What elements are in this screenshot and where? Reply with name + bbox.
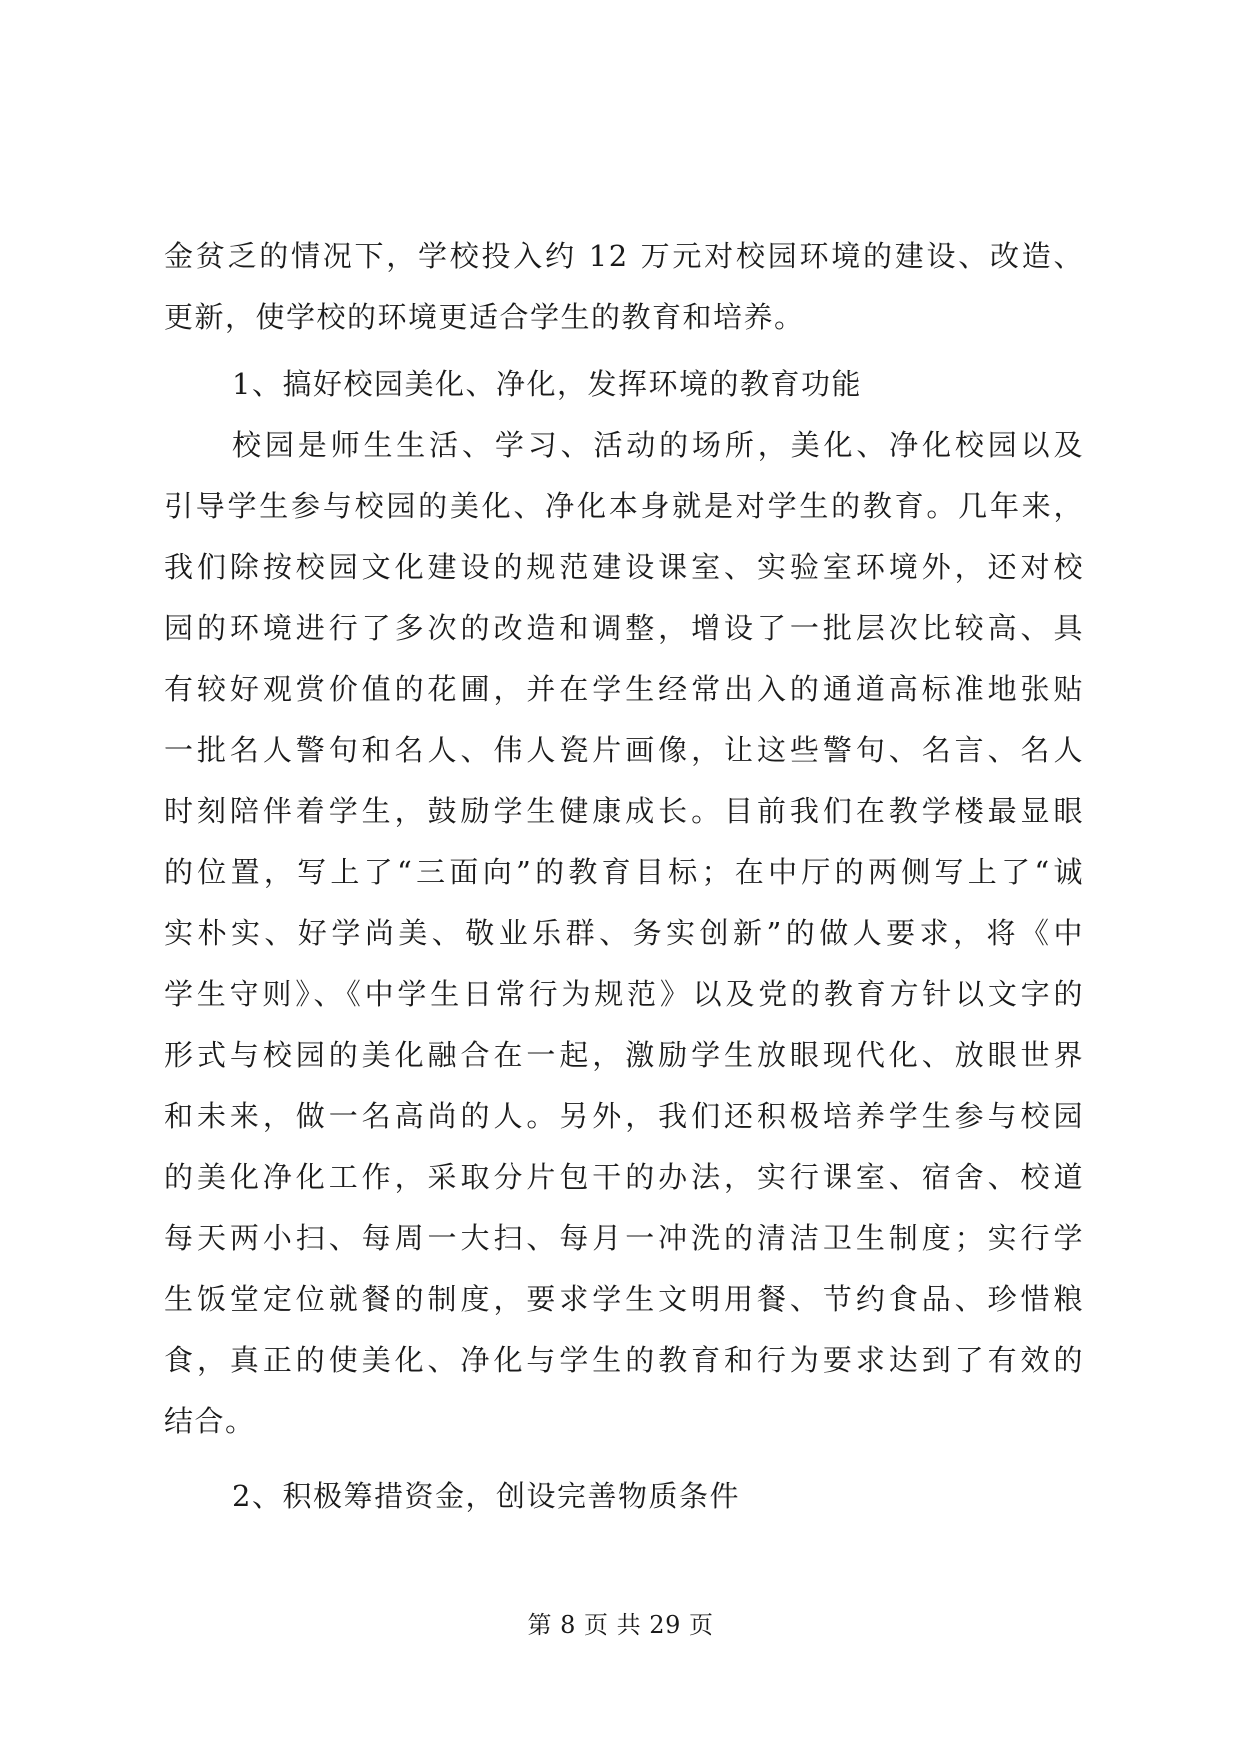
paragraph-line-5: 有较好观赏价值的花圃，并在学生经常出入的通道高标准地张贴: [164, 672, 1084, 706]
paragraph-line-15: 生饭堂定位就餐的制度，要求学生文明用餐、节约食品、珍惜粮: [164, 1282, 1084, 1316]
paragraph-line-7: 时刻陪伴着学生，鼓励学生健康成长。目前我们在教学楼最显眼: [164, 794, 1084, 828]
paragraph-line-4: 园的环境进行了多次的改造和调整，增设了一批层次比较高、具: [164, 611, 1084, 645]
paragraph-line-11: 形式与校园的美化融合在一起，激励学生放眼现代化、放眼世界: [164, 1038, 1084, 1072]
document-body: [164, 226, 1084, 1527]
paragraph-line-2: 引导学生参与校园的美化、净化本身就是对学生的教育。几年来，: [164, 489, 1084, 523]
paragraph-line-9: 实朴实、好学尚美、敬业乐群、务实创新”的做人要求，将《中: [164, 916, 1084, 950]
paragraph-line-16: 食，真正的使美化、净化与学生的教育和行为要求达到了有效的: [164, 1343, 1084, 1377]
section-heading-2: 2、积极筹措资金，创设完善物质条件: [232, 1479, 740, 1513]
paragraph-line-12: 和未来，做一名高尚的人。另外，我们还积极培养学生参与校园: [164, 1099, 1084, 1133]
intro-line-1: 金贫乏的情况下，学校投入约 12 万元对校园环境的建设、改造、: [164, 239, 1084, 273]
paragraph-line-3: 我们除按校园文化建设的规范建设课室、实验室环境外，还对校: [164, 550, 1084, 584]
paragraph-line-6: 一批名人警句和名人、伟人瓷片画像，让这些警句、名言、名人: [164, 733, 1084, 767]
paragraph-line-17: 结合。: [164, 1404, 256, 1438]
paragraph-line-13: 的美化净化工作，采取分片包干的办法，实行课室、宿舍、校道: [164, 1160, 1084, 1194]
paragraph-line-1: 校园是师生生活、学习、活动的场所，美化、净化校园以及: [232, 428, 1084, 462]
paragraph-line-8: 的位置，写上了“三面向”的教育目标；在中厅的两侧写上了“诚: [164, 855, 1084, 889]
paragraph-line-14: 每天两小扫、每周一大扫、每月一冲洗的清洁卫生制度；实行学: [164, 1221, 1084, 1255]
page-number-footer: 第 8 页 共 29 页: [527, 1611, 714, 1639]
intro-line-2: 更新，使学校的环境更适合学生的教育和培养。: [164, 300, 805, 334]
section-heading-1: 1、搞好校园美化、净化，发挥环境的教育功能: [232, 367, 862, 401]
paragraph-line-10: 学生守则》、《中学生日常行为规范》以及党的教育方针以文字的: [164, 977, 1084, 1011]
